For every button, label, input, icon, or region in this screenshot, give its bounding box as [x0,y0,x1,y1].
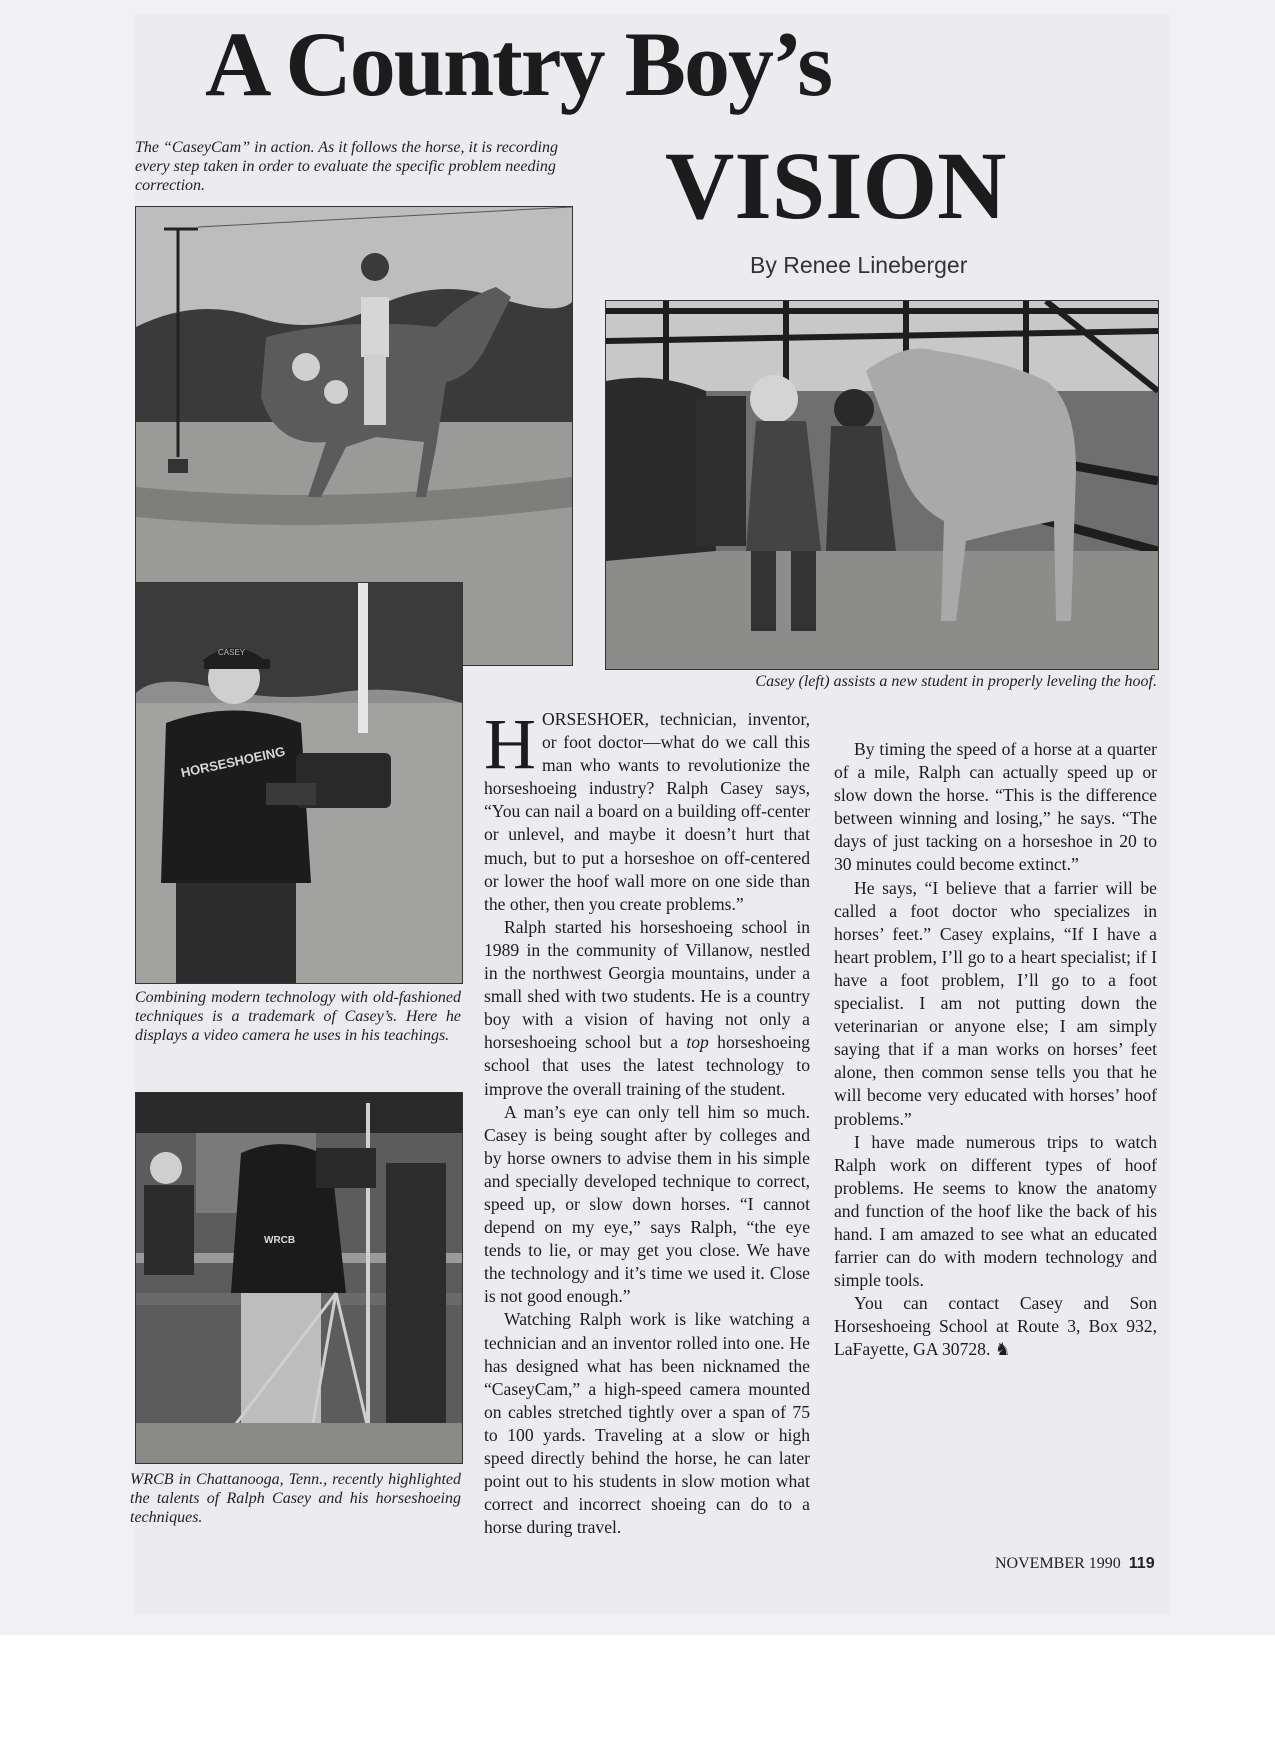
paragraph-2: Ralph started his horseshoeing school in 1989 in the community of Villanow, nestled in the northwest Georgia mountains, under a small shed with two students. He is a country boy with a vision of having not only a horseshoeing school but a top horseshoeing school that uses the latest technology to improve the overall training of the student. [484,916,811,1099]
page-footer [995,1555,1155,1573]
caption-casey-cam: The “CaseyCam” in action. As it follows the horse, it is recording every step taken in order to evaluate the specific problem needing correction. [135,139,558,194]
photo-video-camera [135,582,463,984]
photo-leveling-hoof [605,300,1159,670]
paragraph-8: You can contact Casey and Son Horseshoeing School at Route 3, Box 932, LaFayette, GA 30728. ♞ [834,1293,1157,1360]
caption-video-camera: Combining modern technology with old-fashioned techniques is a trademark of Casey’s. Here he displays a video camera he uses in his teachings. [135,989,461,1044]
page-number: 119 [1128,1555,1155,1572]
lead-in: ORSESHOER, [542,709,650,729]
caption-wrcb: WRCB in Chattanooga, Tenn., recently highlighted the talents of Ralph Casey and his horseshoeing techniques. [130,1471,461,1526]
paragraph-6: He says, “I believe that a farrier will be called a foot doctor who specializes in horses’ feet.” Casey explains, “If I have a heart problem, I’ll go to a heart specialist; if I have a foot problem, I’ll go to a foot specialist. I am not putting down the veterinarian or anyone else; I am simply saying that if a man works on horses’ feet alone, then common sense tells you that he will become very educated with horses’ hoof problems.” [834,877,1157,1129]
body-column-2 [834,738,1157,1362]
issue-date: NOVEMBER 1990 [995,1555,1121,1572]
paragraph-7: I have made numerous trips to watch Ralph work on different types of hoof problems. He seems to know the anatomy and function of the hoof like the back of his hand. I am amazed to see what an educated farrier can do with modern technology and simple tools. [834,1131,1157,1291]
paragraph-4: Watching Ralph work is like watching a technician and an inventor rolled into one. He has designed what has been nicknamed the “CaseyCam,” a high-speed camera mounted on cables stretched tightly over a span of 75 to 100 yards. Traveling at a slow or high speed directly behind the horse, he can later point out to his students in slow motion what correct and incorrect shoeing can do to a horse during travel. [484,1309,810,1538]
paragraph-1: HORSESHOER, technician, inventor, or foot doctor—what do we call this man who wants to revolutionize the horseshoeing industry? Ralph Casey says, “You can nail a board on a building off-center or unlevel, and maybe it doesn’t hurt that much, but to put a horseshoe on off-centered or lower the hoof wall more on one side than the other, then you create problems.” [484,704,810,914]
byline: By Renee Lineberger [750,252,968,278]
paragraph-5: By timing the speed of a horse at a quarter of a mile, Ralph can actually speed up or slow down the horse. “This is the difference between winning and losing,” he says. “The days of just tacking on a horseshoe in 20 to 30 minutes could become extinct.” [834,739,1157,875]
sweatshirt-text: HORSESHOEING [179,743,287,781]
jacket-logo-text: WRCB [264,1235,296,1246]
body-column-1 [484,704,811,1539]
article-title-vision: VISION [665,132,1007,239]
photo-wrcb-crew [135,1092,463,1464]
cap-logo-text: CASEY [218,648,246,657]
caption-leveling-hoof: Casey (left) assists a new student in properly leveling the hoof. [755,673,1157,690]
paragraph-3: A man’s eye can only tell him so much. Casey is being sought after by colleges and by horse owners to advise them in his simple and specially developed technique to correct, speed up, or slow down horses. “I cannot depend on my eye,” says Ralph, “the eye tends to lie, or may get you close. We have the technology and it’s time we used it. Close is not good enough.” [484,1101,810,1307]
horse-end-mark-icon: ♞ [994,1339,1011,1360]
article-title: A Country Boy’s [205,13,831,115]
drop-cap: H [484,704,536,784]
